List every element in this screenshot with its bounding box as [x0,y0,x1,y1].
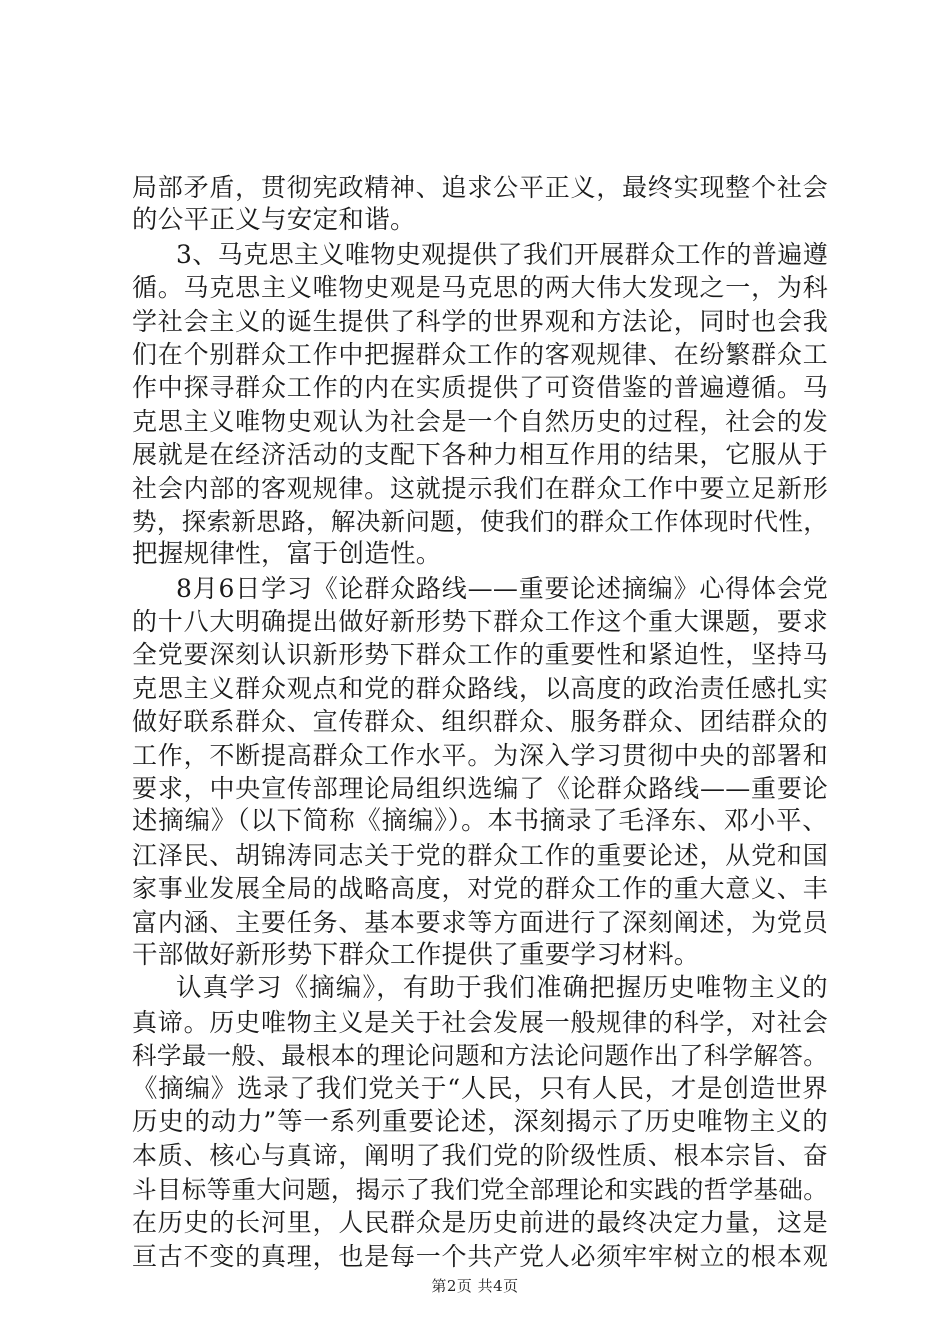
text-line: 学社会主义的诞生提供了科学的世界观和方法论，同时也会我 [132,306,828,336]
text-line: 干部做好新形势下群众工作提供了重要学习材料。 [132,939,700,970]
text-line: 把握规律性，富于创造性。 [132,539,442,570]
paragraph-first-line: 认真学习《摘编》，有助于我们准确把握历史唯物主义的 [176,973,828,1004]
text-line: 家事业发展全局的战略高度，对党的群众工作的重大意义、丰 [132,874,828,904]
text-line: 克思主义群众观点和党的群众路线，以高度的政治责任感扎实 [132,673,828,703]
text-line: 的公平正义与安定和谐。 [132,205,416,236]
text-line: 科学最一般、最根本的理论问题和方法论问题作出了科学解答。 [132,1041,828,1071]
text-line: 要求，中央宣传部理论局组织选编了《论群众路线——重要论 [132,774,828,804]
text-line: 真谛。历史唯物主义是关于社会发展一般规律的科学，对社会 [132,1007,828,1037]
page-number-footer: 第2页 共4页 [431,1277,519,1295]
paragraph-first-line: 3、马克思主义唯物史观提供了我们开展群众工作的普遍遵 [176,239,828,269]
text-line: 历史的动力”等一系列重要论述，深刻揭示了历史唯物主义的 [132,1106,828,1137]
text-line: 作中探寻群众工作的内在实质提供了可资借鉴的普遍遵循。马 [132,373,828,403]
text-line: 全党要深刻认识新形势下群众工作的重要性和紧迫性，坚持马 [132,640,828,670]
text-line: 斗目标等重大问题，揭示了我们党全部理论和实践的哲学基础。 [132,1174,828,1204]
text-line: 富内涵、主要任务、基本要求等方面进行了深刻阐述，为党员 [132,907,828,937]
text-line: 亘古不变的真理，也是每一个共产党人必须牢牢树立的根本观 [132,1241,828,1271]
text-line: 们在个别群众工作中把握群众工作的客观规律、在纷繁群众工 [132,339,828,369]
text-line: 克思主义唯物史观认为社会是一个自然历史的过程，社会的发 [132,406,828,436]
text-line: 述摘编》（以下简称《摘编》）。本书摘录了毛泽东、邓小平、 [132,806,828,837]
text-line: 《摘编》选录了我们党关于“人民，只有人民，才是创造世界 [132,1073,828,1104]
text-line: 在历史的长河里，人民群众是历史前进的最终决定力量，这是 [132,1208,828,1238]
text-line: 工作，不断提高群众工作水平。为深入学习贯彻中央的部署和 [132,740,828,770]
text-line: 的十八大明确提出做好新形势下群众工作这个重大课题，要求 [132,607,828,637]
text-line: 势，探索新思路，解决新问题，使我们的群众工作体现时代性， [132,506,828,536]
text-line: 江泽民、胡锦涛同志关于党的群众工作的重要论述，从党和国 [132,840,828,870]
text-line: 做好联系群众、宣传群众、组织群众、服务群众、团结群众的 [132,707,828,737]
paragraph-first-line: 8月6日学习《论群众路线——重要论述摘编》心得体会党 [176,573,828,603]
text-line: 展就是在经济活动的支配下各种力相互作用的结果，它服从于 [132,440,828,470]
text-line: 本质、核心与真谛，阐明了我们党的阶级性质、根本宗旨、奋 [132,1141,828,1171]
text-line: 社会内部的客观规律。这就提示我们在群众工作中要立足新形 [132,473,828,503]
text-line: 局部矛盾，贯彻宪政精神、追求公平正义，最终实现整个社会 [132,173,828,202]
text-line: 循。马克思主义唯物史观是马克思的两大伟大发现之一，为科 [132,273,828,303]
document-body [132,171,828,1273]
